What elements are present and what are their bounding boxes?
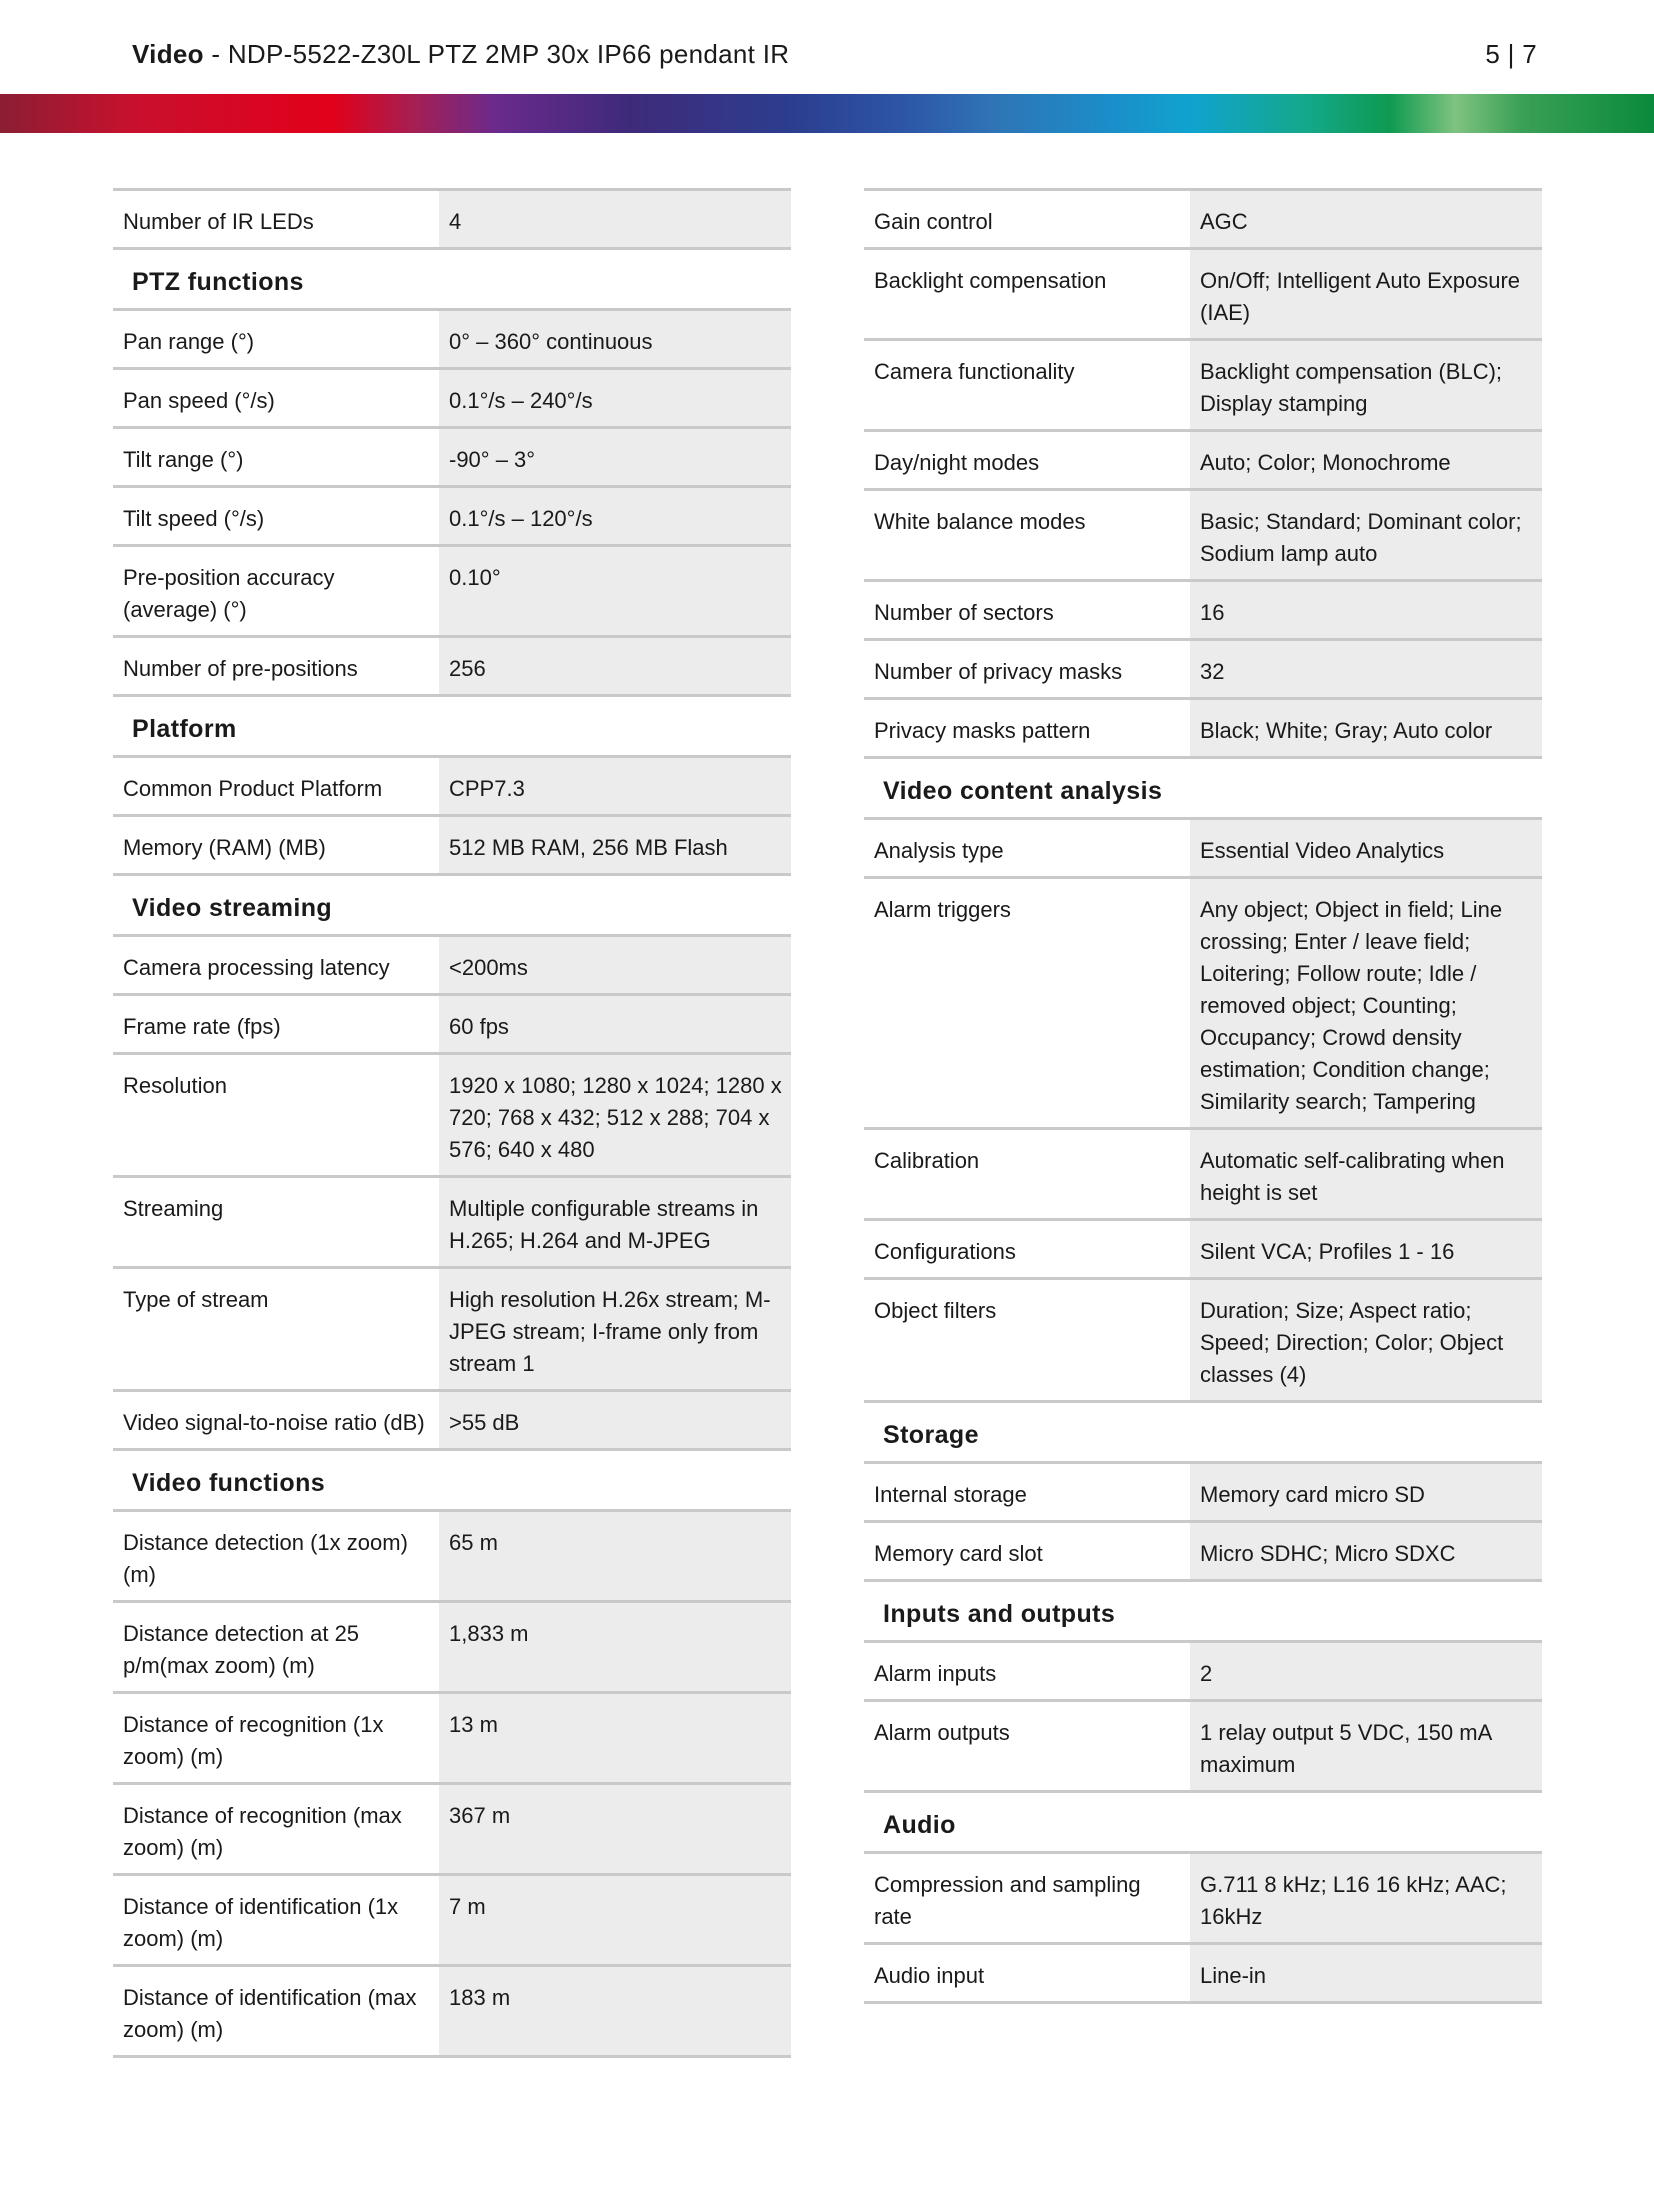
section-heading-platform: Platform	[113, 694, 791, 755]
title-product: - NDP-5522-Z30L PTZ 2MP 30x IP66 pendant IR	[203, 39, 790, 69]
document-title	[132, 34, 789, 74]
spec-value: Automatic self-calibrating when height is set	[1190, 1130, 1542, 1218]
spec-value: <200ms	[439, 937, 791, 993]
spec-label: Object filters	[874, 1298, 997, 1323]
spec-value: 1,833 m	[439, 1603, 791, 1691]
spec-label: Camera processing latency	[123, 955, 390, 980]
spec-label: Number of sectors	[874, 600, 1054, 625]
spec-row	[864, 1461, 1542, 1520]
spec-row	[864, 1942, 1542, 2004]
spec-label: Pre-position accuracy (average) (°)	[123, 565, 335, 622]
spec-value: Duration; Size; Aspect ratio; Speed; Direction; Color; Object classes (4)	[1190, 1280, 1542, 1400]
spec-label: Tilt speed (°/s)	[123, 506, 265, 531]
spec-row	[113, 1600, 791, 1691]
spec-row	[113, 1175, 791, 1266]
spec-label: Number of privacy masks	[874, 659, 1123, 684]
section-heading-video-streaming: Video streaming	[113, 873, 791, 934]
spec-row	[113, 544, 791, 635]
spec-value: 0.1°/s – 120°/s	[439, 488, 791, 544]
spec-label: Distance of recognition (1x zoom) (m)	[123, 1712, 384, 1769]
spec-label: Alarm triggers	[874, 897, 1011, 922]
section-heading-video-content-analysis: Video content analysis	[864, 756, 1542, 817]
spec-row	[864, 638, 1542, 697]
spec-row	[113, 934, 791, 993]
spec-value: Multiple configurable streams in H.265; H.264 and M-JPEG	[439, 1178, 791, 1266]
spec-row	[864, 1640, 1542, 1699]
page-number: 5 | 7	[1485, 39, 1537, 69]
spec-row	[113, 1964, 791, 2058]
spec-row	[864, 817, 1542, 876]
spec-label: Alarm inputs	[874, 1661, 997, 1686]
spec-value: 0.1°/s – 240°/s	[439, 370, 791, 426]
spec-row	[864, 247, 1542, 338]
spec-row	[113, 485, 791, 544]
spec-value: 512 MB RAM, 256 MB Flash	[439, 817, 791, 873]
spec-label: Type of stream	[123, 1287, 269, 1312]
spec-label: White balance modes	[874, 509, 1086, 534]
spec-value: Basic; Standard; Dominant color; Sodium lamp auto	[1190, 491, 1542, 579]
spec-label: Common Product Platform	[123, 776, 383, 801]
spec-label: Distance of recognition (max zoom) (m)	[123, 1803, 402, 1860]
spec-row	[113, 993, 791, 1052]
spec-value: Line-in	[1190, 1945, 1542, 2001]
section-heading-storage: Storage	[864, 1400, 1542, 1461]
spec-row	[864, 488, 1542, 579]
brand-color-band	[0, 94, 1654, 133]
spec-value: CPP7.3	[439, 758, 791, 814]
spec-row	[864, 1699, 1542, 1790]
section-heading-ptz-functions: PTZ functions	[113, 247, 791, 308]
spec-label: Video signal-to-noise ratio (dB)	[123, 1410, 425, 1435]
spec-row	[113, 755, 791, 814]
spec-label: Resolution	[123, 1073, 227, 1098]
spec-row	[864, 1277, 1542, 1400]
spec-row	[864, 697, 1542, 756]
spec-value: Micro SDHC; Micro SDXC	[1190, 1523, 1542, 1579]
spec-row	[113, 367, 791, 426]
spec-row	[113, 1509, 791, 1600]
spec-row	[113, 1266, 791, 1389]
spec-row	[864, 1520, 1542, 1579]
page-header	[132, 34, 1537, 74]
spec-label: Memory card slot	[874, 1541, 1043, 1566]
spec-column-left	[113, 188, 791, 2058]
spec-value: Auto; Color; Monochrome	[1190, 432, 1542, 488]
spec-row	[864, 1127, 1542, 1218]
spec-label: Privacy masks pattern	[874, 718, 1091, 743]
spec-label: Configurations	[874, 1239, 1016, 1264]
spec-value: 1 relay output 5 VDC, 150 mA maximum	[1190, 1702, 1542, 1790]
spec-label: Alarm outputs	[874, 1720, 1010, 1745]
spec-row	[864, 876, 1542, 1127]
title-category: Video	[132, 39, 204, 69]
spec-row	[864, 429, 1542, 488]
spec-label: Distance of identification (1x zoom) (m)	[123, 1894, 399, 1951]
spec-value: Backlight compensation (BLC); Display stamping	[1190, 341, 1542, 429]
spec-row	[113, 1782, 791, 1873]
spec-value: High resolution H.26x stream; M-JPEG stream; I-frame only from stream 1	[439, 1269, 791, 1389]
spec-row	[113, 426, 791, 485]
spec-row	[864, 1851, 1542, 1942]
spec-label: Distance of identification (max zoom) (m)	[123, 1985, 417, 2042]
spec-value: 2	[1190, 1643, 1542, 1699]
spec-value: Memory card micro SD	[1190, 1464, 1542, 1520]
spec-row	[113, 1873, 791, 1964]
spec-label: Frame rate (fps)	[123, 1014, 281, 1039]
spec-value: 65 m	[439, 1512, 791, 1600]
spec-value: Silent VCA; Profiles 1 - 16	[1190, 1221, 1542, 1277]
spec-value: On/Off; Intelligent Auto Exposure (IAE)	[1190, 250, 1542, 338]
spec-value: 0.10°	[439, 547, 791, 635]
spec-label: Internal storage	[874, 1482, 1027, 1507]
spec-label: Compression and sampling rate	[874, 1872, 1141, 1929]
spec-row	[113, 188, 791, 247]
spec-label: Memory (RAM) (MB)	[123, 835, 326, 860]
spec-row	[113, 308, 791, 367]
spec-label: Distance detection (1x zoom) (m)	[123, 1530, 408, 1587]
spec-value: Essential Video Analytics	[1190, 820, 1542, 876]
spec-column-right	[864, 188, 1542, 2004]
section-heading-audio: Audio	[864, 1790, 1542, 1851]
spec-label: Number of IR LEDs	[123, 209, 314, 234]
spec-label: Audio input	[874, 1963, 985, 1988]
spec-value: 0° – 360° continuous	[439, 311, 791, 367]
spec-value: 60 fps	[439, 996, 791, 1052]
spec-value: 32	[1190, 641, 1542, 697]
spec-row	[864, 188, 1542, 247]
spec-row	[113, 635, 791, 694]
spec-row	[864, 1218, 1542, 1277]
spec-value: G.711 8 kHz; L16 16 kHz; AAC; 16kHz	[1190, 1854, 1542, 1942]
spec-label: Streaming	[123, 1196, 224, 1221]
spec-label: Calibration	[874, 1148, 980, 1173]
spec-value: -90° – 3°	[439, 429, 791, 485]
spec-label: Camera functionality	[874, 359, 1075, 384]
section-heading-inputs-and-outputs: Inputs and outputs	[864, 1579, 1542, 1640]
spec-label: Number of pre-positions	[123, 656, 358, 681]
spec-label: Pan range (°)	[123, 329, 255, 354]
spec-value: >55 dB	[439, 1392, 791, 1448]
spec-label: Pan speed (°/s)	[123, 388, 275, 413]
spec-row	[864, 338, 1542, 429]
spec-row	[113, 814, 791, 873]
spec-label: Backlight compensation	[874, 268, 1107, 293]
spec-row	[864, 579, 1542, 638]
section-heading-video-functions: Video functions	[113, 1448, 791, 1509]
spec-value: 256	[439, 638, 791, 694]
spec-value: Any object; Object in field; Line crossing; Enter / leave field; Loitering; Follow route; Idle / removed object; Counting; Occupancy; Crowd density estimation; Condition change; Similarity search; Tampering	[1190, 879, 1542, 1127]
spec-label: Tilt range (°)	[123, 447, 244, 472]
spec-label: Distance detection at 25 p/m(max zoom) (m)	[123, 1621, 360, 1678]
spec-value: 367 m	[439, 1785, 791, 1873]
spec-label: Gain control	[874, 209, 993, 234]
spec-row	[113, 1691, 791, 1782]
spec-value: 4	[439, 191, 791, 247]
spec-row	[113, 1389, 791, 1448]
spec-label: Day/night modes	[874, 450, 1040, 475]
spec-value: 16	[1190, 582, 1542, 638]
spec-value: AGC	[1190, 191, 1542, 247]
spec-value: 13 m	[439, 1694, 791, 1782]
spec-value: 183 m	[439, 1967, 791, 2055]
spec-row	[113, 1052, 791, 1175]
spec-value: 7 m	[439, 1876, 791, 1964]
spec-value: Black; White; Gray; Auto color	[1190, 700, 1542, 756]
spec-label: Analysis type	[874, 838, 1004, 863]
spec-value: 1920 x 1080; 1280 x 1024; 1280 x 720; 768 x 432; 512 x 288; 704 x 576; 640 x 480	[439, 1055, 791, 1175]
